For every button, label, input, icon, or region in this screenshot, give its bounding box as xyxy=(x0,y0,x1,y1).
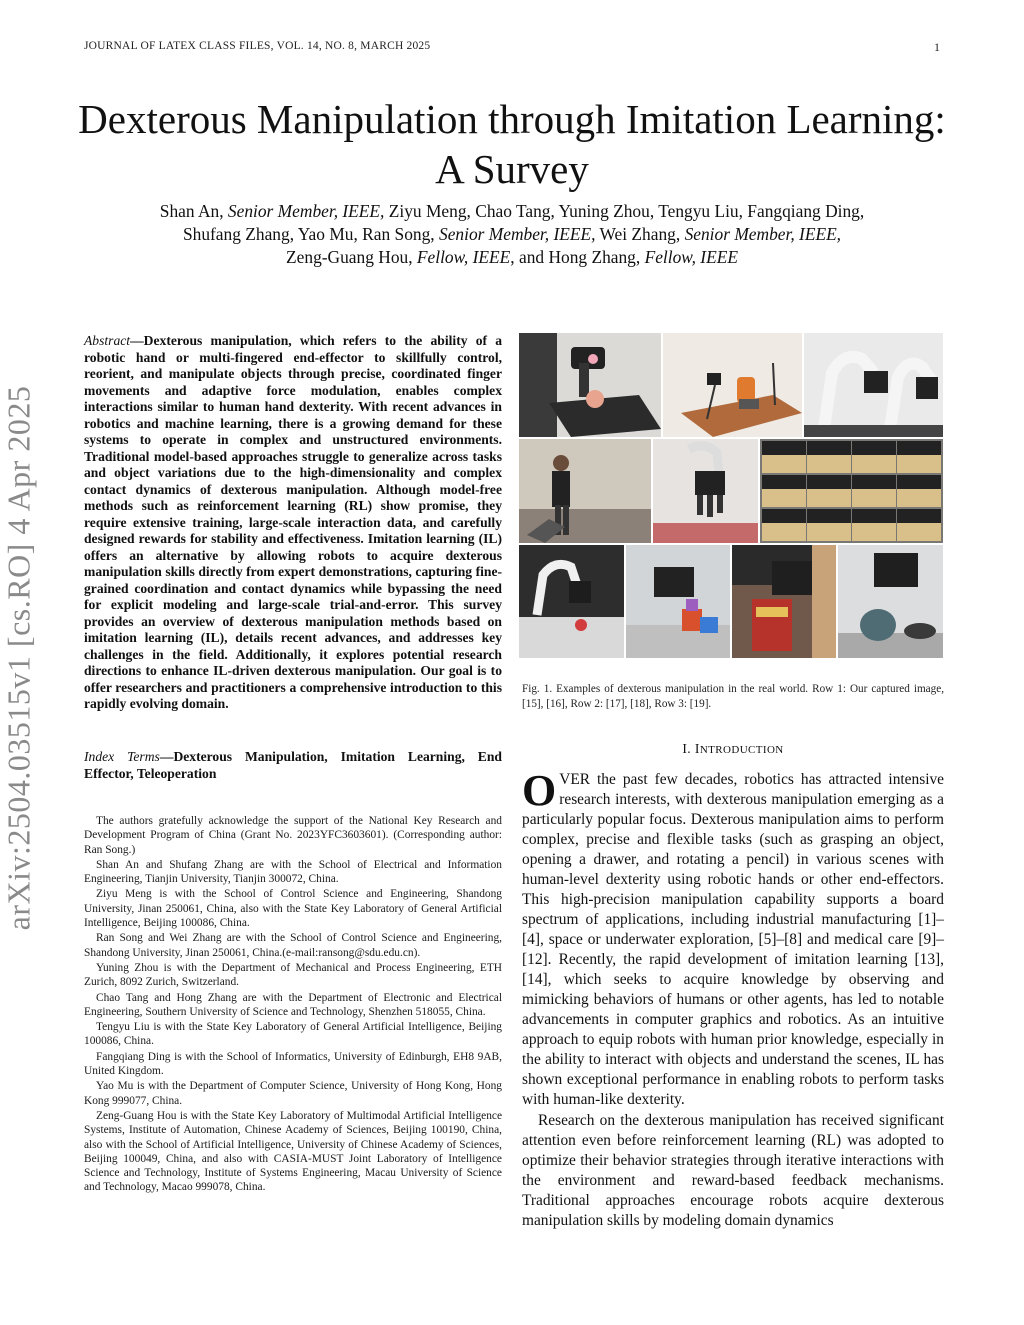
robot-snack-illustration xyxy=(732,545,836,658)
intro-paragraph-2: Research on the dexterous manipulation has received significant attention even before reinforcement learning (RL) was adopted to optimize their behavior strategies through iterative interactions with the environment and reward-based feedback mechanisms. Traditional approaches encourage robots acquire dexterous manipulation skills by modeling domain dynamics xyxy=(522,1112,944,1229)
author-line-2 xyxy=(84,223,940,246)
membership: Senior Member, IEEE, xyxy=(439,224,596,244)
photo-robot-snack-box xyxy=(732,545,836,658)
photo-robot-red-object xyxy=(519,545,624,658)
robot-table-illustration xyxy=(663,333,802,437)
footnote: Fangqiang Ding is with the School of Informatics, University of Edinburgh, EH8 9AB, United Kingdom. xyxy=(84,1050,502,1078)
membership: Senior Member, IEEE, xyxy=(684,224,842,244)
membership: Fellow, IEEE xyxy=(416,247,511,267)
abstract-text: —Dexterous manipulation, which refers to the ability of a robotic hand or multi-fingered end-effector to skillfully control, reorient, and manipulate objects through precise, coordinated finger movements and adaptive force modulation, enables complex interactions similar to human hand dexterity. With recent advances in robotics and machine learning, there is a growing demand for these systems to operate in complex and unstructured environments. Traditional model-based approaches struggle to generalize across tasks and object variations due to the high-dimensionality and complex contact dynamics of dexterous manipulation. Although model-free methods such as reinforcement learning (RL) show promise, they require extensive training, large-scale interaction data, and carefully designed rewards for stability and effectiveness. Imitation learning (IL) offers an alternative by allowing robots to acquire dexterous manipulation skills directly from expert demonstrations, capturing fine-grained coordination and contact dynamics while bypassing the need for explicit modeling and large-scale trial-and-error. This survey provides an overview of dexterous manipulation methods based on imitation learning (IL), details recent advances, and addresses key challenges in the field. Additionally, it explores potential research directions to enhance IL-driven dexterous manipulation. Our goal is to offer researchers and practitioners a comprehensive introduction to this rapidly evolving domain. xyxy=(84,333,502,711)
arxiv-id[interactable]: arXiv:2504.03515v1 [cs.RO] 4 Apr 2025 xyxy=(0,385,37,931)
section-heading xyxy=(522,741,944,757)
author-list xyxy=(84,200,940,269)
author-text: , and Hong Zhang, xyxy=(510,247,645,267)
page-number: 1 xyxy=(934,40,940,54)
robot-arm-illustration xyxy=(519,333,661,437)
footnote: The authors gratefully acknowledge the support of the National Key Research and Development Program of China (Grant No. 2023YFC3603601). (Corresponding author: Ran Song.) xyxy=(84,815,502,856)
author-line-1 xyxy=(84,200,940,223)
abstract-label: Abstract xyxy=(84,333,131,348)
dual-arm-illustration xyxy=(804,333,943,437)
robot-hand-illustration xyxy=(653,439,758,543)
photo-robot-table-pencil xyxy=(663,333,802,437)
figure-caption: Fig. 1. Examples of dexterous manipulation in the real world. Row 1: Our captured image, [15], [16], Row 2: [17], [18], Row 3: [19]. xyxy=(522,683,944,710)
human-teleop-illustration xyxy=(519,439,651,543)
title-line-2: A Survey xyxy=(435,146,589,192)
robot-kettle-illustration xyxy=(838,545,943,658)
photo-dual-arm-robot xyxy=(804,333,943,437)
membership: Fellow, IEEE xyxy=(644,247,738,267)
footnote: Yuning Zhou is with the Department of Mechanical and Process Engineering, ETH Zurich, 8092 Zurich, Switzerland. xyxy=(84,961,502,989)
membership: Senior Member, IEEE, xyxy=(227,201,385,221)
intro-paragraph-1 xyxy=(522,766,944,1110)
photo-robot-arm-flower xyxy=(519,333,661,437)
figure-1 xyxy=(519,333,943,658)
abstract xyxy=(84,333,502,713)
photo-robot-hand-closeup xyxy=(653,439,758,543)
footnote: Yao Mu is with the Department of Computer Science, University of Hong Kong, Hong Kong 999077, China. xyxy=(84,1080,502,1107)
robot-red-object-illustration xyxy=(519,545,624,658)
manipulation-grid-illustration xyxy=(760,439,943,543)
author-footnotes xyxy=(84,814,502,1196)
drop-cap: O xyxy=(522,766,557,815)
index-terms xyxy=(84,748,502,782)
photo-robot-kettle xyxy=(838,545,943,658)
author-text: Zeng-Guang Hou, xyxy=(286,247,417,267)
footnote: Ziyu Meng is with the School of Control Science and Engineering, Shandong University, Jinan 250061, China, also with the State Key Laboratory of General Artificial Intelligence, Beijing 100086, China. xyxy=(84,888,502,930)
author-text: Wei Zhang, xyxy=(595,224,685,244)
intro-text-1: VER the past few decades, robotics has attracted intensive research interests, with dexterous manipulation emerging as a particularly popular focus. Dexterous manipulation aims to perform complex, precise and flexible tasks (such as grasping an object, opening a drawer, and rotating a pencil) in various scenes with human-level dexterity using robotic hands or other end-effectors. This high-precision manipulation capability supports a board spectrum of applications, including industrial manufacturing [1]–[4], space or underwater exploration, [5]–[8] and medical care [9]–[12]. Recently, the rapid development of imitation learning [13], [14], which seeks to acquire knowledge by observing and mimicking behaviors of humans or other agents, has led to notable advancements in computer graphics and robotics. As an intuitive approach to equip robots with human prior knowledge, especially in the ability to interact with objects and understand the scenes, IL has shown exceptional performance in enabling robots to perform tasks with human-like dexterity. xyxy=(522,771,944,1108)
footnote: Shan An and Shufang Zhang are with the School of Electrical and Information Engineering, Tianjin University, Tianjin 300072, China. xyxy=(84,858,502,886)
robot-cups-illustration xyxy=(626,545,730,658)
footnote: Zeng-Guang Hou is with the State Key Laboratory of Multimodal Artificial Intelligence Systems, Institute of Automation, Chinese Academy of Sciences, Beijing 100190, China, also with the School of Artificial Intelligence, University of Chinese Academy of Sciences, Beijing 100049, China, and also with CASIA-MUST Joint Laboratory of Intelligence Science and Technology, Institute of Systems Engineering, Macau University of Science and Technology, Macao 999078, China. xyxy=(84,1109,502,1194)
footnote: Chao Tang and Hong Zhang are with the Department of Electronic and Electrical Engineering, Southern University of Science and Technology, Shenzhen 518055, China. xyxy=(84,991,502,1018)
photo-grid-manipulation xyxy=(760,439,943,543)
title-line-1: Dexterous Manipulation through Imitation Learning: xyxy=(78,96,946,142)
index-terms-label: Index Terms xyxy=(84,749,160,764)
running-header: JOURNAL OF LATEX CLASS FILES, VOL. 14, NO. 8, MARCH 2025 xyxy=(84,40,431,52)
author-text: Shufang Zhang, Yao Mu, Ran Song, xyxy=(182,224,439,244)
introduction-body xyxy=(522,766,944,1231)
section-number: I. xyxy=(682,741,695,756)
footnote: Tengyu Liu is with the State Key Laboratory of General Artificial Intelligence, Beijing 100086, China. xyxy=(84,1021,502,1048)
author-line-3 xyxy=(84,246,940,269)
photo-human-teleoperation xyxy=(519,439,651,543)
arxiv-stamp xyxy=(0,358,38,958)
section-title-rest: NTRODUCTION xyxy=(699,744,784,756)
index-terms-text: —Dexterous Manipulation, Imitation Learning, End Effector, Teleoperation xyxy=(84,749,502,781)
author-text: Shan An, xyxy=(159,201,228,221)
author-text: Ziyu Meng, Chao Tang, Yuning Zhou, Tengyu Liu, Fangqiang Ding, xyxy=(384,201,865,221)
footnote: Ran Song and Wei Zhang are with the School of Control Science and Engineering, Shandong University, Jinan 250061, China.(e-mail:ransong@sdu.edu.cn). xyxy=(84,932,502,959)
photo-robot-cups xyxy=(626,545,730,658)
paper-title xyxy=(40,94,984,194)
section-title-first: I xyxy=(694,741,700,756)
